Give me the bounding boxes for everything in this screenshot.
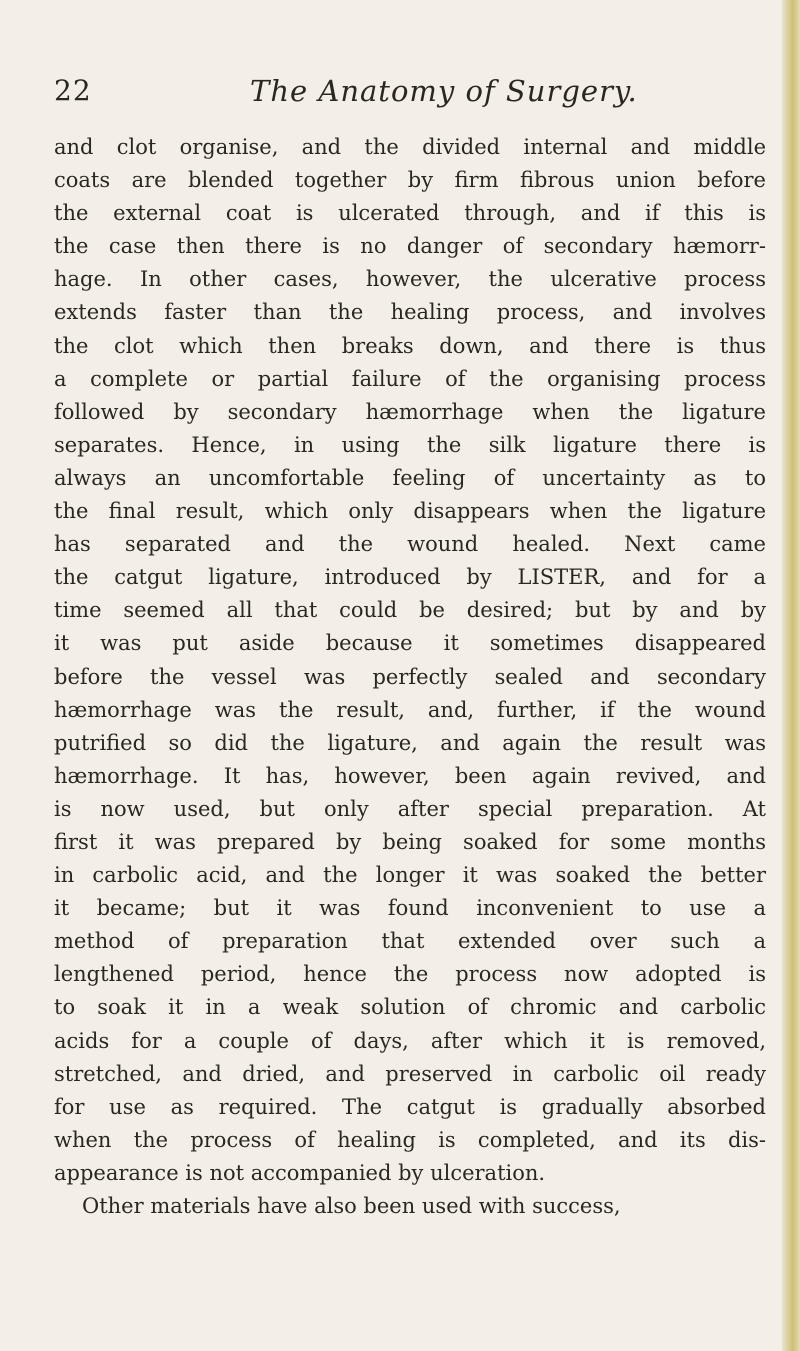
text-line: the final result, which only disappears when the ligature bbox=[54, 499, 766, 524]
text-line: has separated and the wound healed. Next came bbox=[54, 532, 766, 557]
text-line: it was put aside because it sometimes disappeared bbox=[54, 631, 766, 656]
text-line: extends faster than the healing process, and involves bbox=[54, 300, 766, 325]
text-line: the catgut ligature, introduced by LISTER, and for a bbox=[54, 565, 766, 590]
text-line: in carbolic acid, and the longer it was soaked the better bbox=[54, 863, 766, 888]
text-line: for use as required. The catgut is gradually absorbed bbox=[54, 1094, 766, 1119]
text-line: hæmorrhage was the result, and, further, if the wound bbox=[54, 697, 766, 722]
text-line: is now used, but only after special preparation. At bbox=[54, 796, 766, 821]
text-line: Other materials have also been used with success, bbox=[82, 1194, 621, 1218]
page-number: 22 bbox=[54, 74, 92, 107]
text-line: putrified so did the ligature, and again the result was bbox=[54, 730, 766, 755]
running-head bbox=[40, 74, 760, 114]
text-line: lengthened period, hence the process now adopted is bbox=[54, 962, 766, 987]
text-line: before the vessel was perfectly sealed and secondary bbox=[54, 664, 766, 689]
text-line: the external coat is ulcerated through, and if this is bbox=[54, 201, 766, 226]
text-line: when the process of healing is completed, and its dis- bbox=[54, 1127, 766, 1152]
text-line: acids for a couple of days, after which it is removed, bbox=[54, 1028, 766, 1053]
text-line: followed by secondary hæmorrhage when the ligature bbox=[54, 399, 766, 424]
text-line: separates. Hence, in using the silk ligature there is bbox=[54, 432, 766, 457]
text-line: the case then there is no danger of secondary hæmorr- bbox=[54, 234, 766, 259]
text-line: and clot organise, and the divided internal and middle bbox=[54, 135, 766, 159]
text-line: coats are blended together by firm fibrous union before bbox=[54, 168, 766, 193]
text-line: stretched, and dried, and preserved in carbolic oil ready bbox=[54, 1061, 766, 1086]
text-line: hage. In other cases, however, the ulcerative process bbox=[54, 267, 766, 292]
text-line: method of preparation that extended over such a bbox=[54, 929, 766, 954]
text-line: appearance is not accompanied by ulceration. bbox=[54, 1160, 546, 1185]
text-line: it became; but it was found inconvenient to use a bbox=[54, 896, 766, 921]
text-line: time seemed all that could be desired; but by and by bbox=[54, 598, 766, 623]
text-line: the clot which then breaks down, and there is thus bbox=[54, 333, 766, 358]
page-edge bbox=[782, 0, 800, 1351]
text-line: a complete or partial failure of the organising process bbox=[54, 366, 766, 391]
text-line: first it was prepared by being soaked for some months bbox=[54, 829, 766, 854]
body-text bbox=[54, 131, 766, 1223]
text-line: always an uncomfortable feeling of uncertainty as to bbox=[54, 465, 766, 490]
running-title: The Anatomy of Surgery. bbox=[250, 74, 638, 108]
text-line: to soak it in a weak solution of chromic and carbolic bbox=[54, 995, 766, 1020]
text-line: hæmorrhage. It has, however, been again revived, and bbox=[54, 763, 766, 788]
